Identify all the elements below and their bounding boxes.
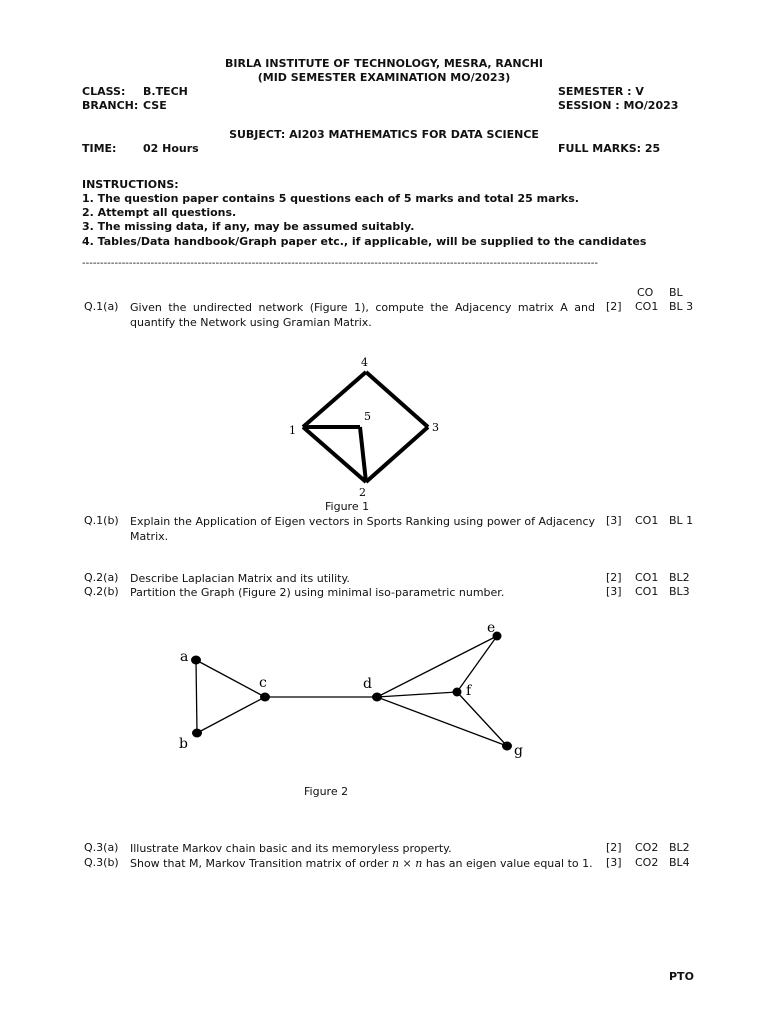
question-co: CO2 — [635, 856, 659, 869]
instruction-item: 2. Attempt all questions. — [82, 206, 237, 219]
edge-a-c — [196, 660, 265, 697]
question-text: Describe Laplacian Matrix and its utility. — [130, 572, 350, 585]
question-marks: [3] — [606, 856, 622, 869]
divider-line: ----------------------------------------------------------------------------------------------------------------------------------------------- — [82, 258, 599, 269]
math-expression: n × n — [391, 857, 423, 870]
question-co: CO1 — [635, 585, 659, 598]
branch-label: BRANCH: — [82, 99, 139, 112]
node-label-5: 5 — [364, 410, 371, 423]
edge-a-b — [196, 660, 197, 733]
node-c — [260, 693, 270, 702]
question-co: CO1 — [635, 571, 659, 584]
edge-2-1 — [303, 427, 366, 482]
question-co: CO1 — [635, 514, 659, 527]
question-marks: [3] — [606, 514, 622, 527]
edge-f-g — [457, 692, 507, 746]
node-label-f: f — [466, 683, 472, 699]
co-column-header: CO — [637, 286, 654, 299]
question-number: Q.3(b) — [84, 856, 119, 869]
question-row — [0, 856, 768, 871]
institute-name: BIRLA INSTITUTE OF TECHNOLOGY, MESRA, RANCHI — [225, 57, 543, 70]
question-number: Q.2(b) — [84, 585, 119, 598]
question-marks: [2] — [606, 300, 622, 313]
question-number: Q.1(b) — [84, 514, 119, 527]
question-marks: [3] — [606, 585, 622, 598]
question-marks: [2] — [606, 571, 622, 584]
question-number: Q.1(a) — [84, 300, 119, 313]
question-row — [0, 300, 768, 330]
node-b — [192, 729, 202, 738]
instruction-item: 4. Tables/Data handbook/Graph paper etc., if applicable, will be supplied to the candidates — [82, 235, 647, 248]
question-row — [0, 585, 768, 600]
edge-d-e — [377, 636, 497, 697]
question-co: CO1 — [635, 300, 659, 313]
session: SESSION : MO/2023 — [558, 99, 679, 112]
instructions-title: INSTRUCTIONS: — [82, 178, 179, 191]
node-f — [453, 688, 462, 697]
node-label-c: c — [259, 675, 267, 691]
question-bl: BL2 — [669, 841, 690, 854]
question-text: Illustrate Markov chain basic and its memoryless property. — [130, 842, 452, 855]
time-value: 02 Hours — [143, 142, 199, 155]
node-a — [191, 656, 201, 665]
question-marks: [2] — [606, 841, 622, 854]
question-text-after: has an eigen value equal to 1. — [422, 857, 593, 870]
question-bl: BL 1 — [669, 514, 694, 527]
node-label-1: 1 — [289, 424, 296, 437]
node-label-3: 3 — [432, 421, 439, 434]
class-label: CLASS: — [82, 85, 126, 98]
bl-column-header: BL — [669, 286, 683, 299]
question-number: Q.2(a) — [84, 571, 119, 584]
full-marks: FULL MARKS: 25 — [558, 142, 661, 155]
edge-3-2 — [366, 427, 428, 482]
node-label-2: 2 — [359, 486, 366, 499]
question-text: Given the undirected network (Figure 1), compute the Adjacency matrix A and quantify the Network using Gramian Matrix. — [130, 301, 595, 329]
question-text — [130, 856, 595, 871]
node-label-a: a — [180, 649, 189, 665]
figure-2-caption: Figure 2 — [304, 785, 349, 798]
node-d — [372, 693, 382, 702]
question-text-before: Show that M, Markov Transition matrix of order — [130, 857, 392, 870]
question-row — [0, 514, 768, 544]
question-bl: BL4 — [669, 856, 690, 869]
question-bl: BL2 — [669, 571, 690, 584]
instruction-item: 1. The question paper contains 5 questions each of 5 marks and total 25 marks. — [82, 192, 579, 205]
node-label-e: e — [487, 620, 496, 636]
question-number: Q.3(a) — [84, 841, 119, 854]
class-value: B.TECH — [143, 85, 188, 98]
subject: SUBJECT: AI203 MATHEMATICS FOR DATA SCIENCE — [229, 128, 539, 141]
branch-value: CSE — [143, 99, 167, 112]
edge-e-f — [457, 636, 497, 692]
edge-d-f — [377, 692, 457, 697]
pto-label: PTO — [669, 970, 694, 983]
figure-1-caption: Figure 1 — [325, 500, 370, 513]
semester: SEMESTER : V — [558, 85, 644, 98]
question-bl: BL3 — [669, 585, 690, 598]
edge-1-4 — [303, 372, 366, 427]
question-bl: BL 3 — [669, 300, 694, 313]
question-row — [0, 571, 768, 586]
figure-2-graph — [170, 612, 540, 772]
node-label-b: b — [179, 736, 188, 752]
question-text: Partition the Graph (Figure 2) using minimal iso-parametric number. — [130, 586, 505, 599]
instruction-item: 3. The missing data, if any, may be assumed suitably. — [82, 220, 415, 233]
exam-title: (MID SEMESTER EXAMINATION MO/2023) — [257, 71, 511, 84]
node-label-g: g — [514, 743, 523, 759]
node-label-d: d — [363, 676, 372, 692]
question-row — [0, 841, 768, 856]
node-g — [502, 742, 512, 751]
node-label-4: 4 — [361, 356, 368, 369]
figure-1-graph — [280, 345, 450, 505]
edge-d-g — [377, 697, 507, 746]
edge-b-c — [197, 697, 265, 733]
question-co: CO2 — [635, 841, 659, 854]
time-label: TIME: — [82, 142, 117, 155]
edge-4-3 — [366, 372, 428, 427]
edge-5-2 — [360, 427, 366, 482]
question-text: Explain the Application of Eigen vectors in Sports Ranking using power of Adjacency Matrix. — [130, 515, 595, 543]
